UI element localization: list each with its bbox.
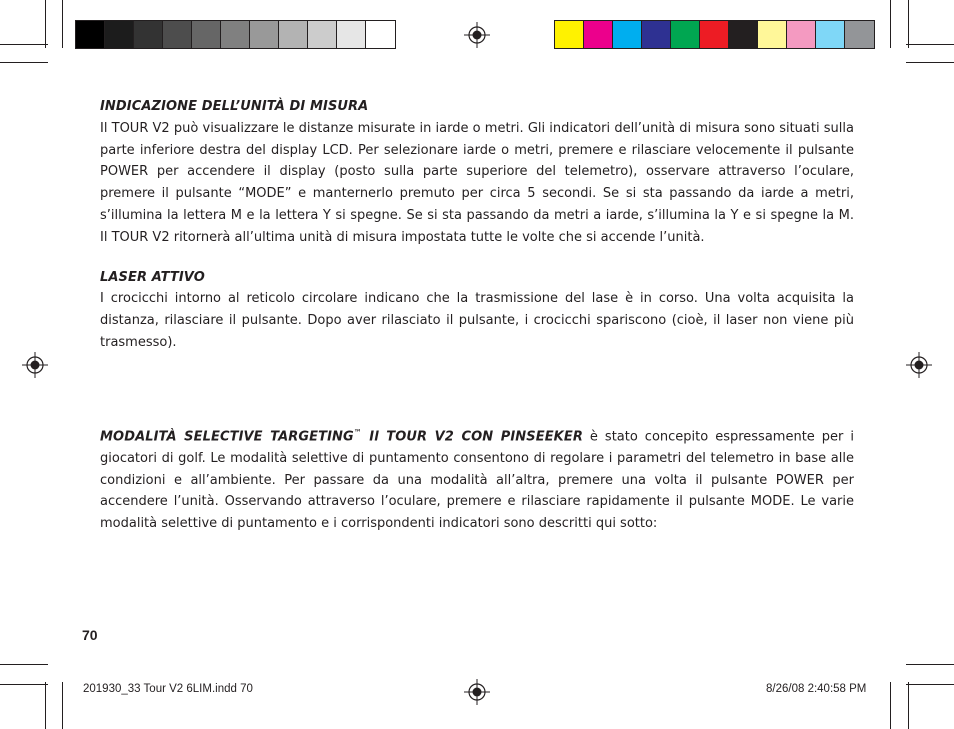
selective-heading: MODALITÀ SELECTIVE TARGETING bbox=[100, 429, 354, 445]
section-heading: INDICAZIONE DELL’UNITÀ DI MISURA bbox=[100, 99, 369, 114]
color-swatch bbox=[221, 21, 250, 48]
section-body: è stato concepito espressamente per i giocatori di golf. Le modalità selettive di puntamento consentono di regolare i parametri del telemetro in base alle condizioni e all’ambiente. Per passare da una modalità all’altra, premere una volta il pulsante POWER per accendere l’unità. Osservando attraverso l’oculare, premere e rilasciare rapidamente il pulsante MODE. Le varie modalità selettive di puntamento e i corrispondenti indicatori sono descritti qui sotto: bbox=[100, 429, 854, 532]
section-unit-of-measure bbox=[100, 96, 854, 249]
color-swatch bbox=[76, 21, 105, 48]
color-swatch bbox=[816, 21, 845, 48]
color-swatch bbox=[845, 21, 874, 48]
crop-mark bbox=[908, 682, 909, 729]
color-swatch bbox=[250, 21, 279, 48]
section-heading: LASER ATTIVO bbox=[100, 269, 205, 285]
crop-mark bbox=[0, 684, 48, 685]
registration-mark-icon bbox=[22, 352, 48, 378]
crop-mark bbox=[0, 62, 48, 63]
registration-mark-icon bbox=[906, 352, 932, 378]
process-color-bar bbox=[554, 20, 875, 49]
color-swatch bbox=[584, 21, 613, 48]
color-swatch bbox=[279, 21, 308, 48]
color-swatch bbox=[787, 21, 816, 48]
color-swatch bbox=[192, 21, 221, 48]
slug-filename: 201930_33 Tour V2 6LIM.indd 70 bbox=[83, 683, 253, 695]
page-number: 70 bbox=[82, 627, 98, 643]
color-swatch bbox=[555, 21, 584, 48]
crop-mark bbox=[906, 62, 954, 63]
crop-mark bbox=[45, 682, 46, 729]
color-swatch bbox=[163, 21, 192, 48]
crop-mark bbox=[62, 682, 63, 729]
color-swatch bbox=[337, 21, 366, 48]
crop-mark bbox=[906, 684, 954, 685]
slug-datetime: 8/26/08 2:40:58 PM bbox=[766, 683, 867, 695]
registration-mark-icon bbox=[464, 22, 490, 48]
crop-mark bbox=[0, 664, 48, 665]
crop-mark bbox=[62, 0, 63, 48]
color-swatch bbox=[105, 21, 134, 48]
section-laser-active bbox=[100, 267, 854, 354]
color-swatch bbox=[134, 21, 163, 48]
color-swatch bbox=[729, 21, 758, 48]
crop-mark bbox=[890, 0, 891, 48]
crop-mark bbox=[906, 664, 954, 665]
gray-color-bar bbox=[75, 20, 396, 49]
section-body: Il TOUR V2 può visualizzare le distanze misurate in iarde o metri. Gli indicatori dell’unità di misura sono situati sulla parte inferiore destra del display LCD. Per selezionare iarde o metri, premere e rilasciare velocemente il pulsante POWER per accendere il display (posto sulla parte superiore del telemetro), osservare attraverso l’oculare, premere il pulsante “MODE” e manternerlo premuto per circa 5 secondi. Se si sta passando da iarde a metri, s’illumina la lettera M e la lettera Y si spegne. Se si sta passando da metri a iarde, s’illumina la Y e si spegne la M. Il TOUR V2 ritornerà all’ultima unità di misura impostata tutte le volte che si accende l’unità. bbox=[100, 120, 854, 245]
color-swatch bbox=[700, 21, 729, 48]
crop-mark bbox=[45, 0, 46, 48]
color-swatch bbox=[758, 21, 787, 48]
registration-mark-icon bbox=[464, 679, 490, 705]
color-swatch bbox=[613, 21, 642, 48]
selective-heading-product: Il TOUR V2 CON PINSEEKER bbox=[361, 429, 583, 445]
section-body: I crocicchi intorno al reticolo circolare indicano che la trasmissione del lase è in corso. Una volta acquisita la distanza, rilasciare il pulsante. Dopo aver rilasciato il pulsante, i crocicchi spariscono (cioè, il laser non viene più trasmesso). bbox=[100, 291, 854, 350]
color-swatch bbox=[642, 21, 671, 48]
manual-content bbox=[100, 96, 854, 535]
crop-mark bbox=[906, 44, 954, 45]
crop-mark bbox=[890, 682, 891, 729]
color-swatch bbox=[366, 21, 395, 48]
color-swatch bbox=[671, 21, 700, 48]
color-swatch bbox=[308, 21, 337, 48]
crop-mark bbox=[908, 0, 909, 48]
crop-mark bbox=[0, 44, 48, 45]
trademark-symbol: ™ bbox=[353, 427, 362, 437]
section-selective-targeting bbox=[100, 422, 854, 535]
